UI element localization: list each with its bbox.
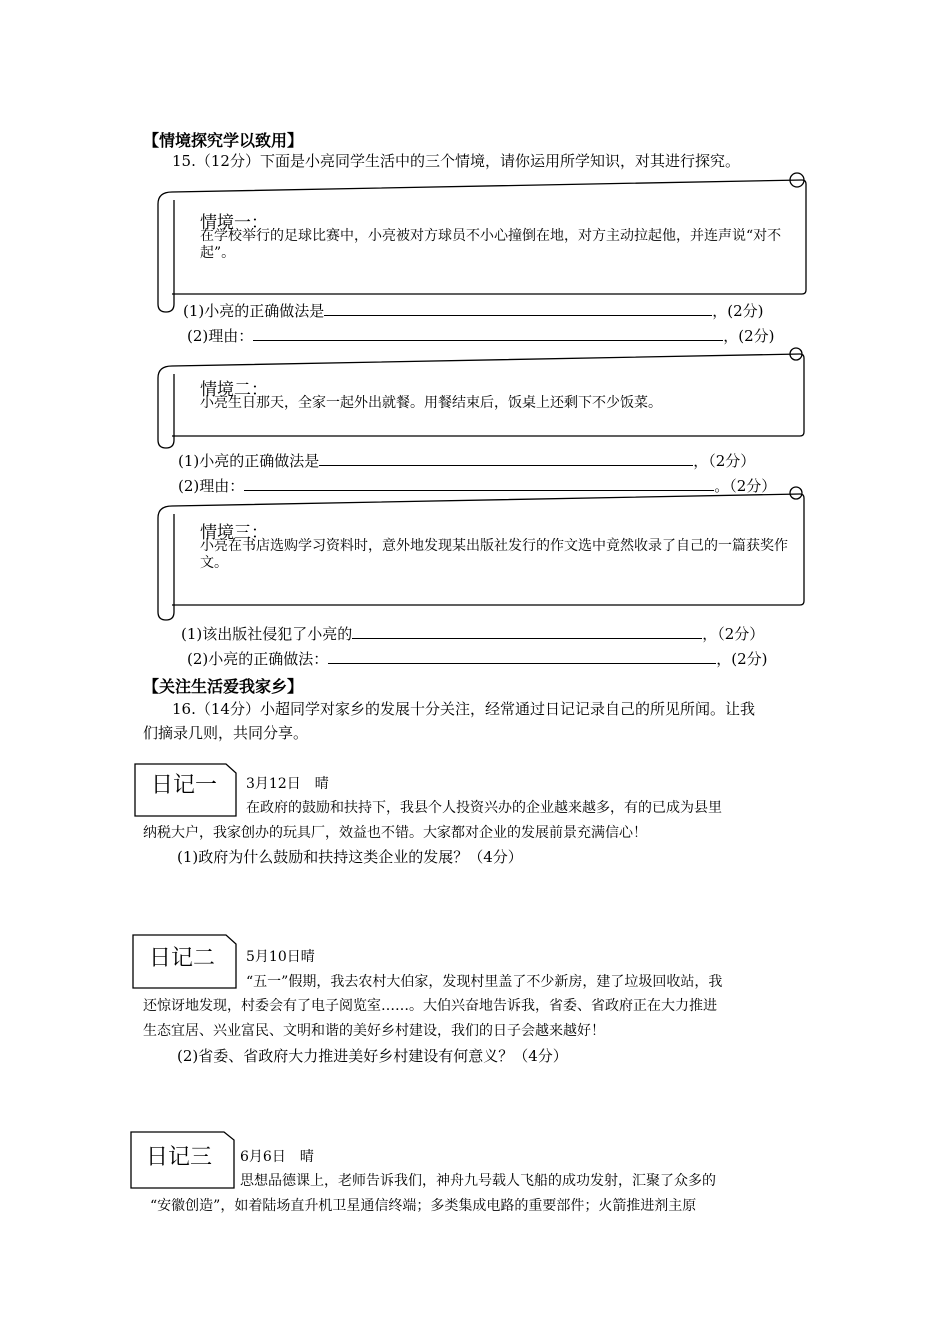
question-16-part-1: (1)政府为什么鼓励和扶持这类企业的发展？（4分） [177,848,523,866]
section-title-2: 【关注生活爱我家乡】 [143,677,304,696]
diary-1-line-1: 在政府的鼓励和扶持下，我县个人投资兴办的企业越来越多，有的已成为县里 [246,800,722,816]
scenario-1-q2-label: (2)理由： [187,327,254,345]
scenario-1-question-2 [187,325,775,347]
scenario-2-q1-score: ，（2分） [693,452,756,470]
scenario-2-question-1 [178,450,755,472]
scenario-1-q1-answer-blank[interactable] [324,301,712,316]
question-16-part-2: (2)省委、省政府大力推进美好乡村建设有何意义？（4分） [177,1047,568,1065]
diary-3-line-1: 思想品德课上，老师告诉我们，神舟九号载人飞船的成功发射，汇聚了众多的 [240,1173,716,1189]
diary-3-line-2: “安徽创造”，如着陆场直升机卫星通信终端；多类集成电路的重要部件；火箭推进剂主原 [150,1198,697,1214]
section-title-1: 【情境探究学以致用】 [143,131,304,150]
scenario-2-question-2 [178,475,776,497]
question-15-intro: 15.（12分）下面是小亮同学生活中的三个情境，请你运用所学知识，对其进行探究。 [172,152,740,170]
question-16-intro-line-2: 们摘录几则，共同分享。 [143,724,309,742]
scenario-2-q1-answer-blank[interactable] [319,451,693,466]
diary-2-tag: 日记二 [149,946,216,971]
scenario-3-question-2 [187,648,768,670]
diary-2-line-2: 还惊讶地发现，村委会有了电子阅览室……。大伯兴奋地告诉我，省委、省政府正在大力推进 [143,998,717,1014]
scenario-1-q1-label: (1)小亮的正确做法是 [183,302,325,320]
scenario-3-q2-label: (2)小亮的正确做法： [187,650,329,668]
diary-1-date: 3月12日 晴 [246,776,329,792]
scenario-2-q2-label: (2)理由： [178,477,245,495]
scenario-1-question-1 [183,300,764,322]
question-16-intro-line-1: 16.（14分）小超同学对家乡的发展十分关注，经常通过日记记录自己的所见所闻。让我 [172,700,755,718]
scenario-3-q1-score: ，（2分） [702,625,765,643]
scenario-2-text: 小亮生日那天，全家一起外出就餐。用餐结束后，饭桌上还剩下不少饭菜。 [200,395,662,411]
diary-3-date: 6月6日 晴 [240,1149,314,1165]
scenario-2-q2-answer-blank[interactable] [244,476,714,491]
diary-1-tag: 日记一 [151,773,218,798]
scenario-2-q2-score: 。（2分） [714,477,777,495]
scenario-3-q2-answer-blank[interactable] [328,649,716,664]
scenario-1-text: 在学校举行的足球比赛中，小亮被对方球员不小心撞倒在地，对方主动拉起他，并连声说“对不起”。 [200,228,782,261]
scenario-3-question-1 [181,623,764,645]
diary-2-line-3: 生态宜居、兴业富民、文明和谐的美好乡村建设，我们的日子会越来越好！ [143,1023,605,1039]
diary-1-line-2: 纳税大户，我家创办的玩具厂，效益也不错。大家都对企业的发展前景充满信心！ [143,825,647,841]
scenario-2-heading: 情境二： [200,380,268,400]
scenario-3-q1-label: (1)该出版社侵犯了小亮的 [181,625,353,643]
scenario-1-q1-score: ，(2分) [712,302,764,320]
scenario-3-q1-answer-blank[interactable] [352,624,702,639]
scenario-1-q2-answer-blank[interactable] [253,326,723,341]
diary-2-date: 5月10日晴 [246,949,315,965]
scenario-1-heading: 情境一： [200,213,268,233]
scenario-3-heading: 情境三： [200,523,268,543]
diary-2-line-1: “五一”假期，我去农村大伯家，发现村里盖了不少新房，建了垃圾回收站，我 [246,974,723,990]
scenario-3-q2-score: ，(2分) [716,650,768,668]
scenario-3-text: 小亮在书店选购学习资料时，意外地发现某出版社发行的作文选中竟然收录了自己的一篇获奖作文。 [200,538,788,571]
scenario-2-q1-label: (1)小亮的正确做法是 [178,452,320,470]
scenario-1-q2-score: ，(2分) [723,327,775,345]
diary-3-tag: 日记三 [146,1145,213,1170]
